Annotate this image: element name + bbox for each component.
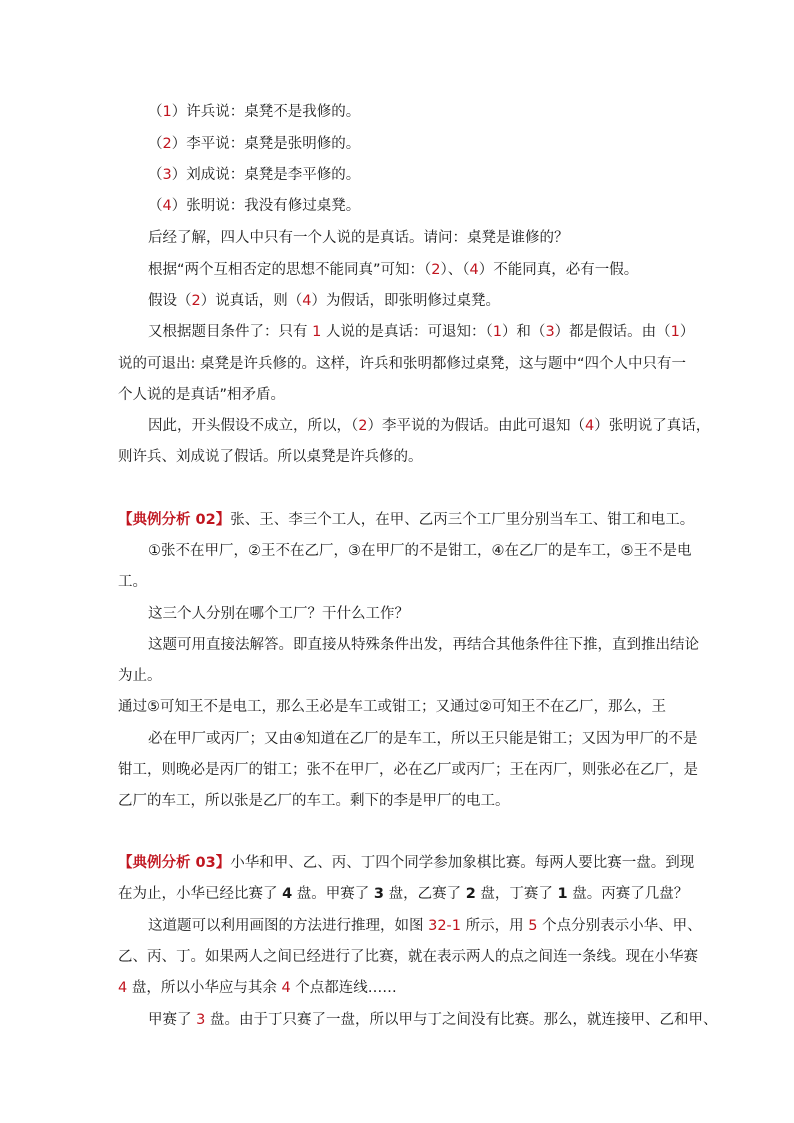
text-run: 4 [162, 198, 172, 214]
text-run: 1 [492, 324, 502, 340]
text-run: ）说真话，则（ [200, 293, 303, 309]
text-line [148, 134, 360, 154]
text-line [148, 635, 699, 655]
text-run: ）和（ [501, 324, 546, 340]
text-line [148, 916, 702, 936]
text-line [118, 947, 698, 967]
text-run: 2 [162, 136, 172, 152]
text-run: 甲赛了 [148, 1012, 197, 1028]
text-run: 2 [465, 886, 476, 902]
text-run: 后经了解，四人中只有一个人说的是真话。请问：桌凳是谁修的？ [148, 230, 569, 246]
text-run: 32-1 [428, 918, 462, 934]
text-run: （ [148, 198, 163, 214]
text-run: ）许兵说：桌凳不是我修的。 [171, 104, 361, 120]
text-run: （ [148, 167, 163, 183]
text-run: 4 [302, 293, 312, 309]
text-run: 1 [162, 104, 172, 120]
text-run: 盘。甲赛了 [292, 886, 374, 902]
text-run: 【典例分析 02】 [118, 512, 231, 528]
text-run: 4 [282, 886, 293, 902]
text-run: 2 [431, 262, 441, 278]
text-run: 4 [118, 980, 128, 996]
text-run: 假设（ [148, 293, 192, 309]
text-run: 1 [557, 886, 568, 902]
text-run: 小华和甲、乙、丙、丁四个同学参加象棋比赛。每两人要比赛一盘。到现 [230, 855, 695, 871]
text-run: 3 [196, 1012, 206, 1028]
text-line [118, 791, 510, 811]
text-run: 个人说的是真话”相矛盾。 [118, 387, 286, 403]
text-run: ）、（ [440, 262, 470, 278]
text-run: 4 [469, 262, 479, 278]
text-run: 2 [191, 293, 201, 309]
text-line [148, 260, 638, 280]
text-line [148, 604, 409, 624]
text-run: 5 [528, 918, 538, 934]
text-run: 因此，开头假设不成立，所以，（ [148, 418, 359, 434]
text-run: ）张明说：我没有修过桌凳。 [171, 198, 361, 214]
text-run: 4 [584, 418, 595, 434]
text-run: 乙厂的车工，所以张是乙厂的车工。剩下的李是甲厂的电工。 [118, 793, 510, 809]
text-run: 通过⑤可知王不是电工，那么王必是车工或钳工；又通过②可知王不在乙厂，那么，王 [118, 699, 666, 715]
text-run: 又根据题目条件了：只有 [148, 324, 313, 340]
text-line [148, 228, 569, 248]
text-run: 这道题可以利用画图的方法进行推理，如图 [148, 918, 429, 934]
text-run: ）为假话，即张明修过桌凳。 [311, 293, 500, 309]
example-heading-03 [118, 853, 694, 873]
text-line [148, 729, 698, 749]
text-line [118, 884, 688, 904]
text-run: ） [679, 324, 695, 340]
text-line [148, 541, 692, 561]
text-run: 钳工，则晚必是丙厂的钳工；张不在甲厂，必在乙厂或丙厂；王在丙厂，则张必在乙厂，是 [118, 762, 698, 778]
text-run: 【典例分析 03】 [118, 855, 231, 871]
text-line [148, 102, 360, 122]
text-run: ）李平说：桌凳是张明修的。 [171, 136, 361, 152]
text-run: 人说的是真话：可退知：（ [321, 324, 493, 340]
text-run: ）都是假话。由（ [554, 324, 671, 340]
text-run: 盘。丙赛了几盘？ [567, 886, 689, 902]
text-line [148, 196, 360, 216]
text-run: 1 [312, 324, 322, 340]
text-run: 说的可退出: 桌凳是许兵修的。这样，许兵和张明都修过桌凳，这与题中“四个人中只有一 [118, 356, 687, 372]
text-run: ①张不在甲厂，②王不在乙厂，③在甲厂的不是钳工，④在乙厂的是车工，⑤王不是电 [148, 543, 692, 559]
text-line [118, 978, 397, 998]
text-run: 必在甲厂或丙厂；又由④知道在乙厂的是车工，所以王只能是钳工；又因为甲厂的不是 [148, 731, 698, 747]
text-line [118, 447, 423, 467]
text-run: 为止。 [118, 668, 162, 684]
example-heading-02 [118, 510, 694, 530]
text-run: 1 [670, 324, 680, 340]
text-run: 3 [545, 324, 555, 340]
text-run: 根据“两个互相否定的思想不能同真”可知：（ [148, 262, 432, 278]
text-line [118, 385, 285, 405]
text-line [148, 1010, 718, 1030]
text-run: 盘。由于丁只赛了一盘，所以甲与丁之间没有比赛。那么，就连接甲、乙和甲、 [205, 1012, 718, 1028]
text-run: （ [148, 104, 163, 120]
text-run: 乙、丙、丁。如果两人之间已经进行了比赛，就在表示两人的点之间连一条线。现在小华赛 [118, 949, 698, 965]
text-run: 个点都连线…… [290, 980, 397, 996]
text-run: 3 [162, 167, 172, 183]
text-line [118, 666, 162, 686]
text-line [148, 165, 360, 185]
text-run: 个点分别表示小华、甲、 [537, 918, 702, 934]
text-run: 张、王、李三个工人，在甲、乙丙三个工厂里分别当车工、钳工和电工。 [230, 512, 695, 528]
text-run: 3 [373, 886, 385, 902]
text-line [148, 322, 695, 342]
text-run: 盘，乙赛了 [384, 886, 466, 902]
text-run: 所示，用 [461, 918, 529, 934]
text-run: 2 [358, 418, 368, 434]
text-line [118, 354, 687, 374]
text-run: ）不能同真，必有一假。 [478, 262, 639, 278]
text-run: ）刘成说：桌凳是李平修的。 [171, 167, 361, 183]
text-line [148, 291, 500, 311]
text-run: 则许兵、刘成说了假话。所以桌凳是许兵修的。 [118, 449, 423, 465]
text-line [118, 697, 666, 717]
text-line [148, 416, 711, 436]
text-run: 这三个人分别在哪个工厂？干什么工作？ [148, 606, 409, 622]
text-run: 工。 [118, 574, 147, 590]
text-run: 4 [281, 980, 291, 996]
text-run: 在为止，小华已经比赛了 [118, 886, 283, 902]
text-run: 这题可用直接法解答。即直接从特殊条件出发，再结合其他条件往下推，直到推出结论 [148, 637, 699, 653]
text-run: ）李平说的为假话。由此可退知（ [367, 418, 585, 434]
text-run: 盘，丁赛了 [475, 886, 558, 902]
text-run: （ [148, 136, 163, 152]
text-run: 盘，所以小华应与其余 [127, 980, 282, 996]
text-run: ）张明说了真话， [594, 418, 711, 434]
text-line [118, 760, 698, 780]
text-line [118, 572, 147, 592]
